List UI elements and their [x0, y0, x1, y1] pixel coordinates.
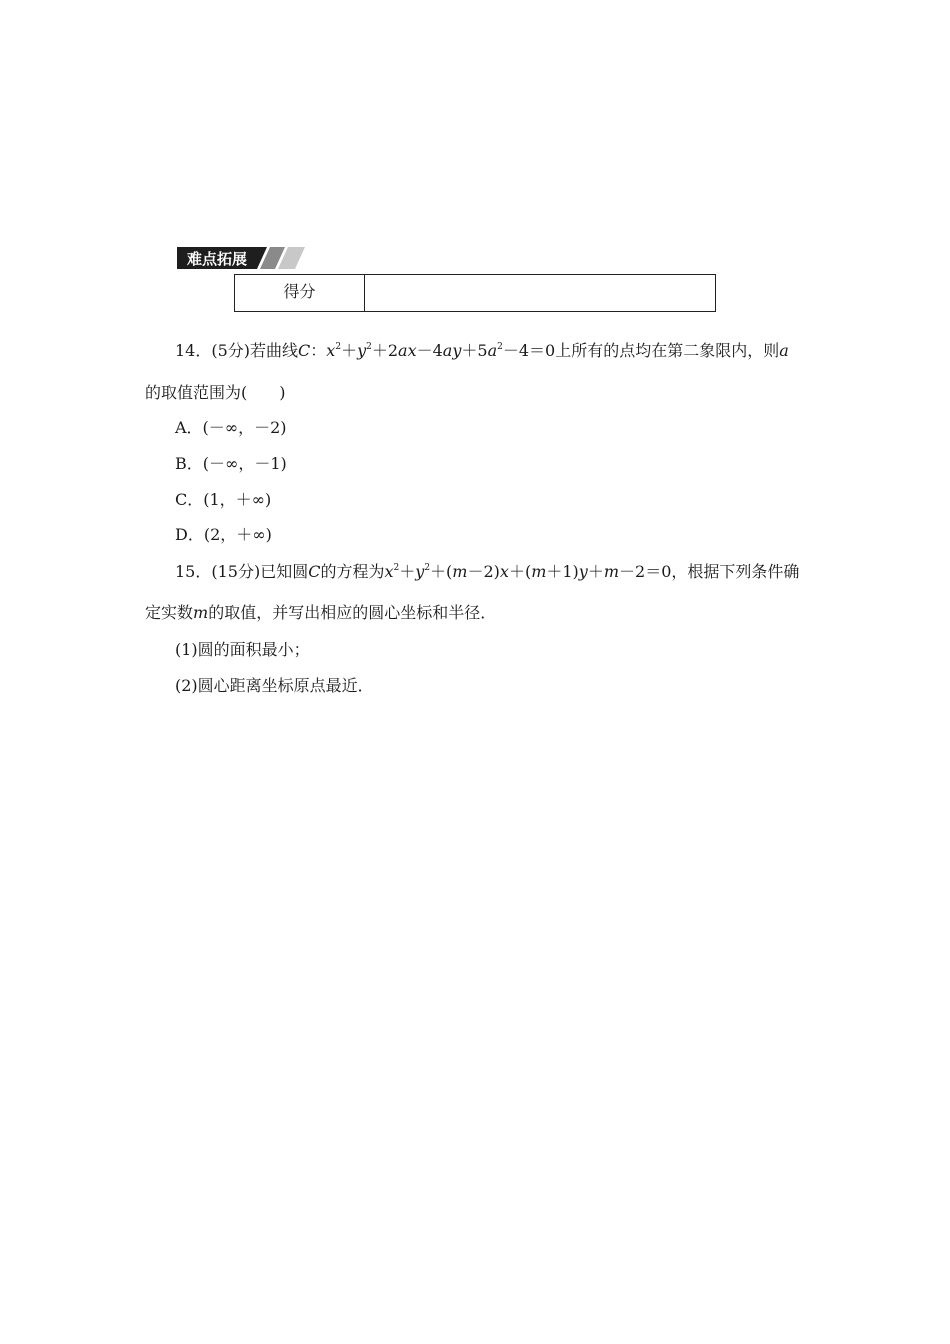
eq-var: m [531, 562, 547, 581]
circle-name: C [308, 562, 321, 581]
eq-part: ＋1) [546, 562, 579, 581]
eq-part: ＋ [587, 562, 604, 581]
eq-part: ＋( [508, 562, 532, 581]
section-title: 难点拓展 [187, 250, 248, 268]
eq-exp: 2 [335, 342, 342, 352]
q15-sub2: (2)圆心距离坐标原点最近． [175, 676, 374, 695]
eq-var: a [779, 341, 789, 360]
score-label: 得分 [235, 275, 365, 311]
q15-stem-line1 [175, 562, 799, 582]
eq-var: ax [398, 341, 417, 360]
eq-exp: 2 [366, 342, 372, 352]
eq-var: y [415, 562, 425, 581]
q14-stem-line2: 的取值范围为( ) [145, 383, 286, 402]
q14-lead: 14．(5分)若曲线 [175, 341, 299, 360]
q15-line2-post: 的取值，并写出相应的圆心坐标和半径． [208, 603, 497, 622]
eq-part: －2) [467, 562, 500, 581]
eq-var: ay [442, 341, 462, 360]
q14-option-b: B．(－∞，－1) [175, 454, 287, 473]
q15-lead: 15．(15分)已知圆 [175, 562, 309, 581]
q15-stem-mid: 的方程为 [320, 562, 385, 581]
eq-var: x [384, 562, 394, 581]
q15-stem-line2 [145, 603, 496, 623]
q14-stem-line1 [175, 341, 789, 361]
eq-part: ： [310, 341, 327, 360]
q14-option-d: D．(2，＋∞) [175, 525, 272, 544]
eq-var: m [452, 562, 468, 581]
eq-var: x [499, 562, 509, 581]
q15-sub1: (1)圆的面积最小； [175, 640, 310, 659]
eq-var: y [578, 562, 588, 581]
section-banner [177, 247, 305, 269]
eq-part: －4 [416, 341, 443, 360]
q14-option-c: C．(1，＋∞) [175, 490, 272, 509]
q15-line2-pre: 定实数 [145, 603, 194, 622]
eq-var: m [603, 562, 620, 581]
eq-part: ＋5 [461, 341, 488, 360]
score-table [234, 274, 716, 312]
eq-part: －4＝0上所有的点均在第二象限内，则 [502, 341, 780, 360]
eq-part: －2＝0，根据下列条件确 [619, 562, 800, 581]
score-value-cell[interactable] [365, 275, 715, 311]
eq-var: a [487, 341, 498, 360]
eq-exp: 2 [424, 563, 431, 573]
eq-var: m [193, 603, 209, 622]
eq-var: x [326, 341, 336, 360]
eq-exp: 2 [497, 342, 503, 352]
eq-part: ＋2 [371, 341, 399, 360]
eq-part: ＋ [341, 341, 358, 360]
eq-exp: 2 [393, 563, 400, 573]
q14-option-a: A．(－∞，－2) [175, 418, 287, 437]
eq-part: ＋ [399, 562, 416, 581]
eq-part: ＋( [430, 562, 453, 581]
eq-var: y [357, 341, 367, 360]
curve-name: C [298, 341, 311, 360]
